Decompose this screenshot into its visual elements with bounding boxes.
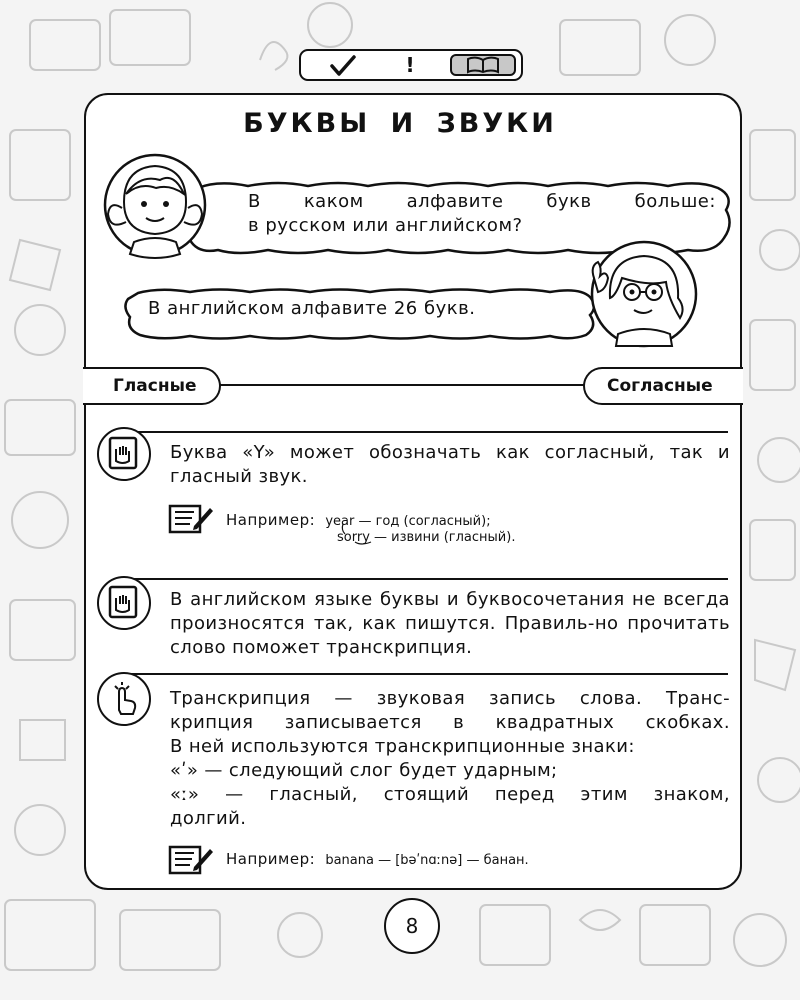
section-3-line: крипция записывается в квадратных скобках.	[170, 712, 730, 733]
hand-card-icon	[99, 429, 148, 478]
section-1-text: Буква «Y» может обозначать как согласный, так и гласный звук.	[170, 442, 730, 487]
section-divider	[125, 673, 728, 675]
section-2-text: В английском языке буквы и буквосочетания не всегда произносятся так, как пишутся. Правиль-но прочитать слово поможет транскрипция.	[170, 589, 730, 658]
section-3-line: долгий.	[170, 808, 247, 829]
section-divider	[125, 431, 728, 433]
section-3-text	[170, 687, 730, 831]
notebook-pencil-icon	[168, 843, 214, 875]
question-text	[248, 190, 716, 238]
section-3-line: «ʹ» — следующий слог будет ударным;	[170, 760, 558, 781]
section-1-badge	[97, 427, 151, 481]
question-word: больше:	[634, 191, 716, 212]
tab-book[interactable]	[450, 54, 516, 76]
stress-mark-underline	[337, 522, 387, 546]
example-word: year	[325, 514, 355, 529]
tab-consonants-label: Согласные	[607, 376, 713, 396]
tab-vowels[interactable]	[83, 367, 221, 405]
question-line-2: в русском или английском?	[248, 215, 523, 236]
example-gloss: — год (согласный);	[354, 514, 491, 529]
example-text: banana — [bəʹnɑːnə] — банан.	[325, 853, 529, 868]
answer-text: В английском алфавите 26 букв.	[148, 298, 476, 319]
section-3-line: В ней используются транскрипционные знаки:	[170, 736, 635, 757]
example-word: sorry	[337, 530, 370, 545]
exclamation-icon: !	[405, 53, 415, 77]
section-3-example	[226, 850, 529, 870]
page-number	[384, 898, 440, 954]
tabs-divider	[220, 384, 584, 386]
notebook-pencil-icon	[168, 502, 214, 534]
example-label: Например:	[226, 850, 316, 868]
question-word: алфавите	[406, 191, 504, 212]
check-icon	[328, 54, 358, 78]
section-divider	[125, 578, 728, 580]
tab-attention[interactable]	[395, 51, 425, 79]
question-word: каком	[303, 191, 364, 212]
section-2-badge	[97, 576, 151, 630]
page-title: БУКВЫ И ЗВУКИ	[243, 108, 557, 139]
hand-card-icon	[99, 578, 148, 627]
girl-avatar-left	[100, 150, 210, 260]
question-word: В	[248, 191, 261, 212]
section-3-line: «ː» — гласный, стоящий перед этим знаком,	[170, 784, 730, 805]
tab-vowels-label: Гласные	[113, 376, 197, 396]
girl-avatar-right	[588, 238, 700, 350]
page-number-label: 8	[405, 914, 419, 938]
tab-consonants[interactable]	[583, 367, 743, 405]
tab-check[interactable]	[325, 53, 361, 79]
section-3-line: Транскрипция — звуковая запись слова. Транс-	[170, 688, 730, 709]
question-word: букв	[546, 191, 592, 212]
open-book-icon	[465, 56, 501, 74]
example-label: Например:	[226, 511, 316, 529]
section-3-badge	[97, 672, 151, 726]
top-tab-bar	[299, 49, 523, 81]
pointing-hand-icon	[99, 674, 148, 723]
example-gloss: — извини (гласный).	[369, 530, 516, 545]
